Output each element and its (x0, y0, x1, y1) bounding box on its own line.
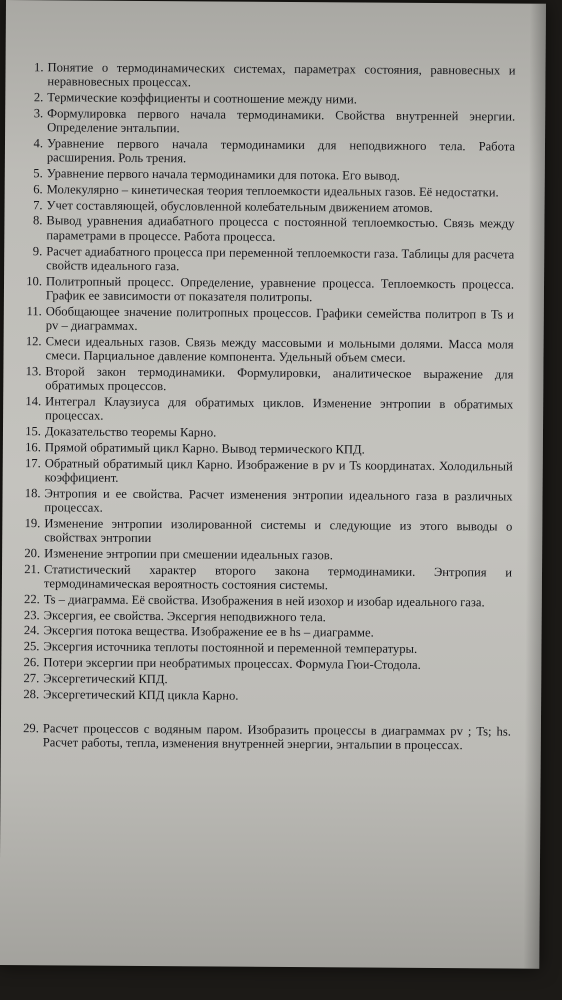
question-text: Интеграл Клаузиуса для обратимых циклов. Изменение энтропии в обратимых процессах. (45, 394, 514, 424)
question-item (23, 721, 511, 753)
question-item (24, 592, 512, 610)
question-item (25, 440, 513, 458)
question-text: Изменение энтропии при смешении идеальных газов. (44, 546, 333, 563)
question-text: Уравнение первого начала термодинамики для потока. Его вывод. (46, 166, 400, 183)
question-number: 16. (25, 440, 41, 455)
question-text: Термические коэффициенты и соотношение между ними. (47, 90, 357, 107)
question-item (25, 456, 513, 488)
question-number: 23. (23, 607, 40, 622)
question-text: Расчет процессов с водяным паром. Изобразить процессы в диаграммах pv ; Ts; hs. Расчет работы, тепла, изменения внутренней энергии, энтальпии в процессах. (42, 721, 511, 753)
question-text: Второй закон термодинамики. Формулировки, аналитическое выражение для обратимых процессов. (45, 364, 514, 394)
question-number: 28. (23, 686, 40, 701)
question-text: Прямой обратимый цикл Карно. Вывод термического КПД. (44, 440, 365, 457)
question-text: Доказательство теоремы Карно. (44, 424, 217, 440)
question-item (27, 182, 515, 200)
question-number: 18. (24, 485, 41, 501)
question-item (23, 639, 511, 657)
question-number: 17. (24, 455, 41, 470)
question-item (25, 334, 513, 366)
question-text: Эксергия, ее свойства. Эксергия неподвижного тела. (43, 607, 326, 624)
question-item (26, 214, 514, 246)
question-text: Формулировка первого начала термодинамики. Свойства внутренней энергии. Определение энтальпии. (47, 106, 516, 136)
question-text: Молекулярно – кинетическая теория теплоемкости идеальных газов. Её недостатки. (46, 182, 499, 200)
question-item (24, 624, 512, 642)
question-item (25, 394, 513, 426)
question-item (27, 106, 515, 138)
question-item (23, 687, 511, 705)
question-text: Эксергия потока вещества. Изображение ее в hs – диаграмме. (43, 623, 374, 641)
question-text: Эксергетический КПД цикла Карно. (43, 686, 239, 703)
question-item (24, 608, 512, 626)
exam-questions-list (23, 60, 516, 754)
question-text: Расчет адиабатного процесса при переменной теплоемкости газа. Таблицы для расчета свойств идеального газа. (46, 243, 515, 274)
question-number: 13. (25, 364, 42, 379)
question-item (25, 364, 513, 396)
question-number: 3. (33, 106, 44, 121)
question-text: Статистический характер второго закона термодинамики. Энтропия и термодинамическая вероятность состояния системы. (43, 562, 513, 593)
question-item (26, 304, 514, 336)
question-item (24, 562, 512, 594)
question-number: 12. (25, 333, 42, 349)
question-number: 27. (23, 671, 40, 686)
question-number: 19. (24, 516, 41, 531)
question-number: 20. (24, 546, 41, 561)
question-item (27, 60, 515, 92)
question-item (26, 274, 514, 306)
question-item (26, 244, 514, 276)
question-item (24, 546, 512, 564)
question-text: Эксергия источника теплоты постоянной и переменной температуры. (43, 639, 418, 657)
question-number: 9. (32, 243, 43, 258)
question-item (27, 90, 515, 108)
question-text: Учет составляющей, обусловленной колебательным движением атомов. (46, 197, 433, 215)
question-text: Политропный процесс. Определение, уравнение процесса. Теплоемкость процесса. График ее зависимости от показателя политропы. (45, 273, 515, 305)
question-text: Понятие о термодинамических системах, параметрах состояния, равновесных и неравновесных процессах. (47, 60, 516, 90)
question-item (23, 655, 511, 673)
question-number: 4. (33, 136, 44, 151)
question-number: 1. (34, 60, 44, 75)
question-item (27, 166, 515, 184)
question-text: Вывод уравнения адиабатного процесса с постоянной теплоемкостью. Связь между параметрами в процессе. Работа процесса. (46, 213, 515, 244)
question-text: Смеси идеальных газов. Связь между массовыми и мольными долями. Масса моля смеси. Парциальное давление компонента. Удельный объем смеси. (45, 334, 514, 365)
question-number: 5. (33, 166, 43, 181)
question-number: 21. (24, 561, 41, 577)
paper-shadow-edge (523, 4, 546, 969)
question-number: 26. (23, 655, 40, 670)
question-text: Обобщающее значение политропных процессов. Графики семейства политроп в Ts и pv – диаграммах. (45, 304, 514, 333)
question-item (27, 136, 515, 168)
question-text: Ts – диаграмма. Её свойства. Изображения в ней изохор и изобар идеального газа. (43, 592, 485, 610)
question-text: Уравнение первого начала термодинамики для неподвижного тела. Работа расширения. Роль трения. (46, 136, 516, 166)
question-text: Обратный обратимый цикл Карно. Изображение в pv и Ts координатах. Холодильный коэффициент. (44, 456, 513, 485)
question-text: Изменение энтропии изолированной системы и следующие из этого выводы о свойствах энтропии (44, 516, 513, 546)
question-item (23, 671, 511, 689)
question-text: Потери эксергии при необратимых процессах. Формула Гюи-Стодола. (43, 655, 421, 672)
question-number: 7. (33, 197, 43, 212)
question-number: 11. (26, 303, 42, 319)
question-number: 14. (25, 394, 42, 409)
question-number: 22. (24, 592, 40, 607)
question-item (25, 424, 513, 442)
question-number: 10. (26, 273, 43, 288)
question-item (24, 516, 512, 548)
question-number: 25. (23, 639, 40, 654)
question-number: 29. (23, 721, 39, 736)
question-text: Энтропия и ее свойства. Расчет изменения энтропии идеального газа в различных процессах. (44, 486, 513, 515)
question-number: 6. (33, 182, 43, 197)
question-number: 2. (33, 90, 44, 105)
question-item (24, 486, 512, 518)
question-text: Эксергетический КПД. (43, 671, 168, 687)
question-item (27, 198, 515, 216)
question-number: 8. (32, 213, 43, 228)
question-number: 15. (25, 424, 42, 439)
question-number: 24. (23, 623, 40, 638)
